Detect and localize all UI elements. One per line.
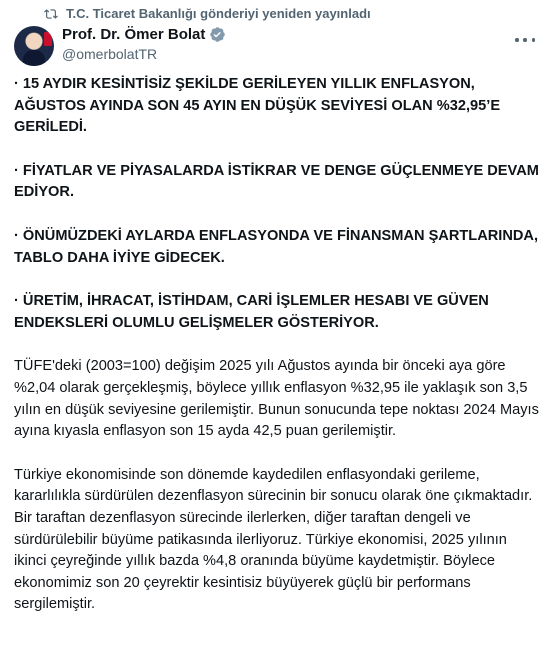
headline-bullet-2: · FİYATLAR VE PİYASALARDA İSTİKRAR VE DENGE GÜÇLENMEYE DEVAM EDİYOR. xyxy=(14,162,539,201)
repost-icon xyxy=(44,7,58,21)
tweet-text xyxy=(14,74,539,638)
repost-indicator[interactable] xyxy=(44,6,371,21)
repost-text: T.C. Ticaret Bakanlığı gönderiyi yeniden yayınladı xyxy=(66,6,371,21)
headline-bullet-4: · ÜRETİM, İHRACAT, İSTİHDAM, CARİ İŞLEMLER HESABI VE GÜVEN ENDEKSLERİ OLUMLU GELİŞMELER GÖSTERİYOR. xyxy=(14,293,489,331)
author-handle[interactable]: @omerbolatTR xyxy=(62,46,158,62)
author-name[interactable]: Prof. Dr. Ömer Bolat xyxy=(62,26,206,43)
body-paragraph-1: TÜFE'deki (2003=100) değişim 2025 yılı Ağustos ayında bir önceki aya göre %2,04 olarak gerçekleşmiş, böylece yıllık enflasyon %32,95 ile yaklaşık son 3,5 yılın en düşük seviyesine gerilemiştir. Bunun sonucunda tepe noktası 2024 Mayıs ayına kıyasla enflasyon son 15 ayda 42,5 puan gerilemiştir. xyxy=(14,358,539,440)
verified-badge-icon xyxy=(209,26,226,43)
avatar-flag xyxy=(44,32,52,46)
avatar[interactable] xyxy=(14,26,54,66)
author-name-row[interactable] xyxy=(62,26,226,43)
avatar-suit xyxy=(23,50,45,66)
body-paragraph-2: Türkiye ekonomisinde son dönemde kaydedilen enflasyondaki gerileme, kararlılıkla sürdürülen dezenflasyon sürecinin bir sonucu olarak öne çıkmaktadır. Bir taraftan dezenflasyon sürecinde ilerlerken, diğer taraftan dengeli ve sürdürülebilir büyüme patikasında ilerliyoruz. Türkiye ekonomisi, 2025 yılının ikinci çeyreğinde yıllık bazda %4,8 oranında büyüme kaydetmiştir. Böylece ekonomimiz son 20 çeyrektir kesintisiz büyüyerek güçlü bir performans sergilemiştir. xyxy=(14,466,533,613)
headline-bullet-1: · 15 AYDIR KESİNTİSİZ ŞEKİLDE GERİLEYEN YILLIK ENFLASYON, AĞUSTOS AYINDA SON 45 AYIN EN DÜŞÜK SEVİYESİ OLAN %32,95’E GERİLEDİ. xyxy=(14,76,501,136)
headline-bullet-3: · ÖNÜMÜZDEKİ AYLARDA ENFLASYONDA VE FİNANSMAN ŞARTLARINDA, TABLO DAHA İYİYE GİDECEK. xyxy=(14,227,539,266)
more-horizontal-icon[interactable] xyxy=(515,30,535,50)
